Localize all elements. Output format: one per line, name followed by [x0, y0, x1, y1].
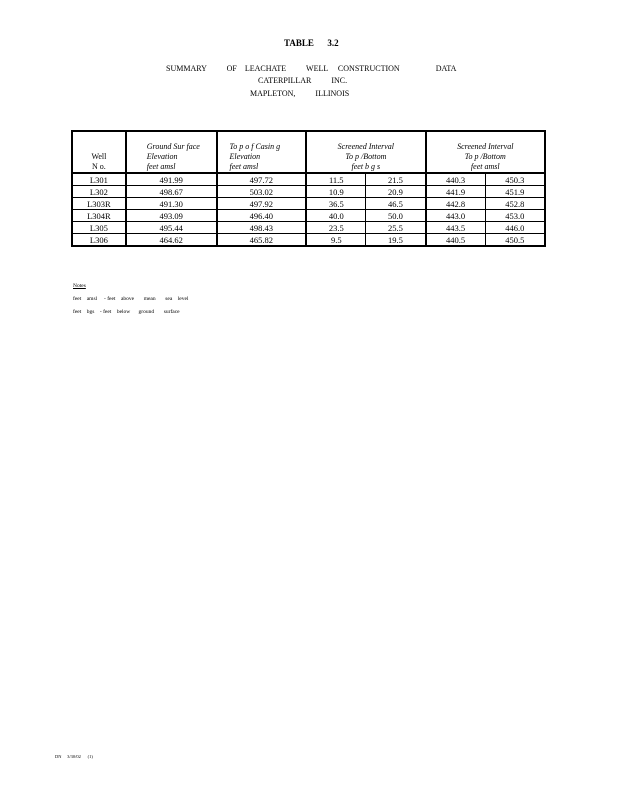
cell-screen-top-bgs: 9.5: [306, 234, 366, 247]
cell-casing-elevation: 497.92: [217, 198, 307, 210]
cell-screen-bottom-amsl: 446.0: [485, 222, 545, 234]
cell-ground-elevation: 498.67: [126, 186, 217, 198]
cell-casing-elevation: 503.02: [217, 186, 307, 198]
table-row: [72, 222, 545, 234]
cell-screen-bottom-amsl: 453.0: [485, 210, 545, 222]
cell-ground-elevation: 493.09: [126, 210, 217, 222]
cell-screen-bottom-bgs: 20.9: [366, 186, 426, 198]
cell-casing-elevation: 497.72: [217, 173, 307, 186]
cell-screen-bottom-bgs: 46.5: [366, 198, 426, 210]
footer-code: DN 3/30/02 (1): [55, 754, 93, 759]
notes-heading: Notes: [73, 283, 86, 289]
cell-screen-top-amsl: 443.5: [426, 222, 486, 234]
cell-screen-top-amsl: 440.5: [426, 234, 486, 247]
cell-ground-elevation: 491.99: [126, 173, 217, 186]
cell-screen-top-bgs: 11.5: [306, 173, 366, 186]
cell-ground-elevation: 464.62: [126, 234, 217, 247]
table-row: [72, 234, 545, 247]
table-row: [72, 198, 545, 210]
cell-screen-top-bgs: 36.5: [306, 198, 366, 210]
cell-screen-bottom-amsl: 450.5: [485, 234, 545, 247]
well-construction-table: [71, 130, 546, 247]
company-name: CATERPILLAR INC.: [258, 76, 348, 85]
cell-screen-top-amsl: 443.0: [426, 210, 486, 222]
table-number: TABLE 3.2: [284, 38, 339, 48]
header-ground-elevation: Ground Sur face Elevation feet amsl: [126, 131, 217, 173]
cell-screen-top-amsl: 441.9: [426, 186, 486, 198]
cell-casing-elevation: 496.40: [217, 210, 307, 222]
header-screened-interval-amsl: Screened Interval To p /Bottom feet amsl: [426, 131, 545, 173]
cell-screen-top-amsl: 442.8: [426, 198, 486, 210]
cell-well: L302: [72, 186, 126, 198]
cell-ground-elevation: 495.44: [126, 222, 217, 234]
cell-well: L304R: [72, 210, 126, 222]
cell-screen-top-bgs: 23.5: [306, 222, 366, 234]
cell-screen-bottom-amsl: 452.8: [485, 198, 545, 210]
table-title: SUMMARY OF LEACHATE WELL CONSTRUCTION DATA: [166, 64, 457, 73]
header-row: [72, 131, 545, 173]
header-casing-elevation: To p o f Casin g Elevation feet amsl: [217, 131, 307, 173]
cell-well: L303R: [72, 198, 126, 210]
note-amsl: feet amsl - feet above mean sea level: [73, 296, 189, 302]
table-row: [72, 173, 545, 186]
cell-ground-elevation: 491.30: [126, 198, 217, 210]
cell-casing-elevation: 465.82: [217, 234, 307, 247]
table-row: [72, 210, 545, 222]
table-row: [72, 186, 545, 198]
cell-screen-bottom-amsl: 451.9: [485, 186, 545, 198]
cell-screen-bottom-bgs: 50.0: [366, 210, 426, 222]
cell-screen-bottom-bgs: 19.5: [366, 234, 426, 247]
cell-screen-bottom-bgs: 25.5: [366, 222, 426, 234]
cell-well: L306: [72, 234, 126, 247]
cell-screen-top-bgs: 40.0: [306, 210, 366, 222]
cell-well: L305: [72, 222, 126, 234]
header-well: Well N o.: [72, 131, 126, 173]
cell-well: L301: [72, 173, 126, 186]
header-screened-interval-bgs: Screened Interval To p /Bottom feet b g s: [306, 131, 425, 173]
cell-screen-top-bgs: 10.9: [306, 186, 366, 198]
cell-screen-bottom-amsl: 450.3: [485, 173, 545, 186]
cell-screen-top-amsl: 440.3: [426, 173, 486, 186]
cell-screen-bottom-bgs: 21.5: [366, 173, 426, 186]
cell-casing-elevation: 498.43: [217, 222, 307, 234]
location: MAPLETON, ILLINOIS: [250, 89, 350, 98]
note-bgs: feet bgs - feet below ground surface: [73, 309, 180, 315]
